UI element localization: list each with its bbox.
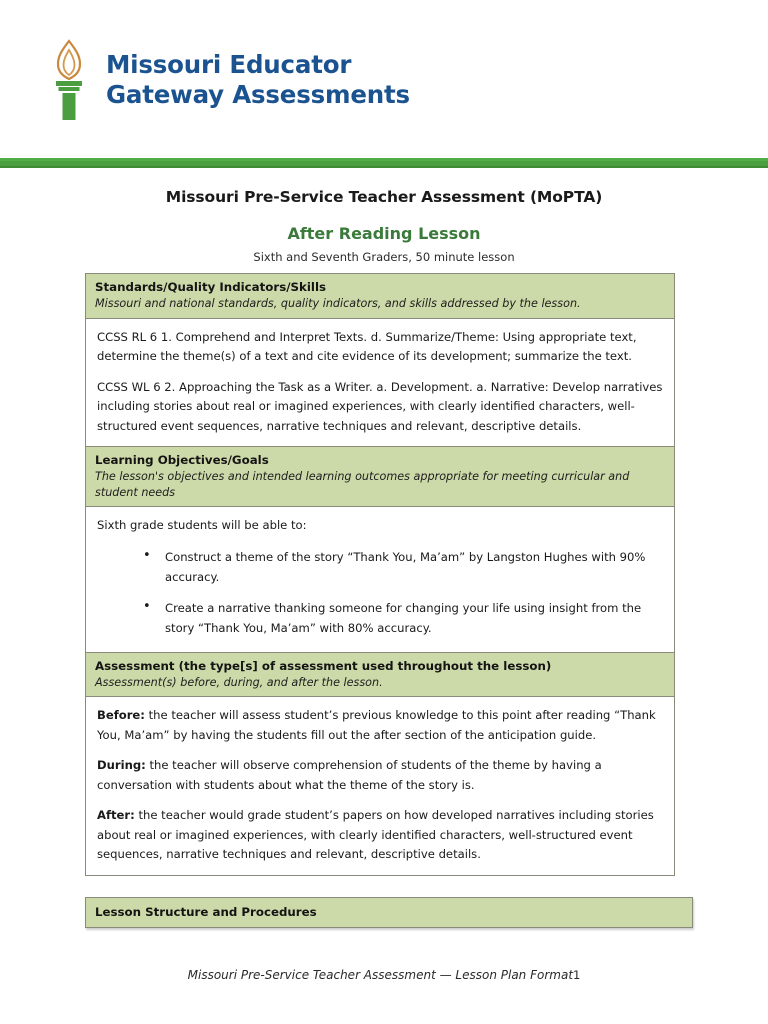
brand-line-2: Gateway Assessments [106,80,410,109]
lesson-meta: Sixth and Seventh Graders, 50 minute lesson [253,250,515,264]
page-number: 1 [573,968,581,982]
objectives-list [97,547,663,638]
assessment-item-label: Before: [97,708,145,722]
assessment-item [97,756,663,795]
torch-icon [46,38,92,122]
assessment-item [97,806,663,865]
section-header-standards [86,274,674,319]
assessment-item-label: During: [97,758,146,772]
standards-paragraph: CCSS RL 6 1. Comprehend and Interpret Texts. d. Summarize/Theme: Using appropriate text, determine the theme(s) of a text and cite evidence of its development; summarize the text. [97,329,637,363]
assessment-item-text: the teacher will assess student’s previous knowledge to this point after reading “Thank You, Ma’am” by having the students fill out the after section of the anticipation guide. [97,708,656,742]
section-title: Learning Objectives/Goals [95,453,269,467]
section-subtitle: Missouri and national standards, quality indicators, and skills addressed by the lesson. [95,297,581,310]
section-header-learning-objectives [86,447,674,507]
section-title: Lesson Structure and Procedures [95,904,317,919]
page-title: Missouri Pre-Service Teacher Assessment (MoPTA) [165,188,603,206]
section-body-assessment [86,697,674,875]
brand-text [106,50,410,110]
section-title: Standards/Quality Indicators/Skills [95,280,327,294]
list-item: • Construct a theme of the story “Thank You, Ma’am” by Langston Hughes with 90% accuracy. [143,547,663,587]
assessment-item-text: the teacher will observe comprehension of students of the theme by having a conversation with students about what the theme of the story is. [97,758,602,792]
lesson-subtitle: After Reading Lesson [287,224,481,243]
objectives-lead: Sixth grade students will be able to: [97,518,307,532]
standards-paragraph: CCSS WL 6 2. Approaching the Task as a Writer. a. Development. a. Narrative: Develop narratives including stories about real or imagined experiences, with clearly identified characters, well-structured event sequences, narrative techniques and relevant, descriptive details. [97,379,663,433]
assessment-item-label: After: [97,808,135,822]
page-footer [0,968,768,982]
brand-header [0,0,768,158]
section-title: Assessment (the type[s] of assessment used throughout the lesson) [95,658,552,673]
lesson-plan-table [85,273,675,876]
footer-text: Missouri Pre-Service Teacher Assessment — Lesson Plan Format [187,968,574,982]
document-body [0,158,768,928]
assessment-item [97,706,663,745]
section-subtitle: The lesson's objectives and intended learning outcomes appropriate for meeting curricular and student needs [95,470,630,499]
section-subtitle: Assessment(s) before, during, and after the lesson. [95,675,383,689]
section-header-lesson-structure [85,897,693,928]
brand-logo [46,38,410,122]
brand-line-1: Missouri Educator [106,50,352,79]
section-body-standards [86,319,674,448]
section-body-learning-objectives [86,507,674,653]
list-item: • Create a narrative thanking someone for changing your life using insight from the story “Thank You, Ma’am” with 80% accuracy. [143,598,663,638]
assessment-item-text: the teacher would grade student’s papers on how developed narratives including stories about real or imagined experiences, with clearly identified characters, well-structured event sequences, narrative techniques and relevant, descriptive details. [97,808,654,861]
section-header-assessment [86,653,674,698]
